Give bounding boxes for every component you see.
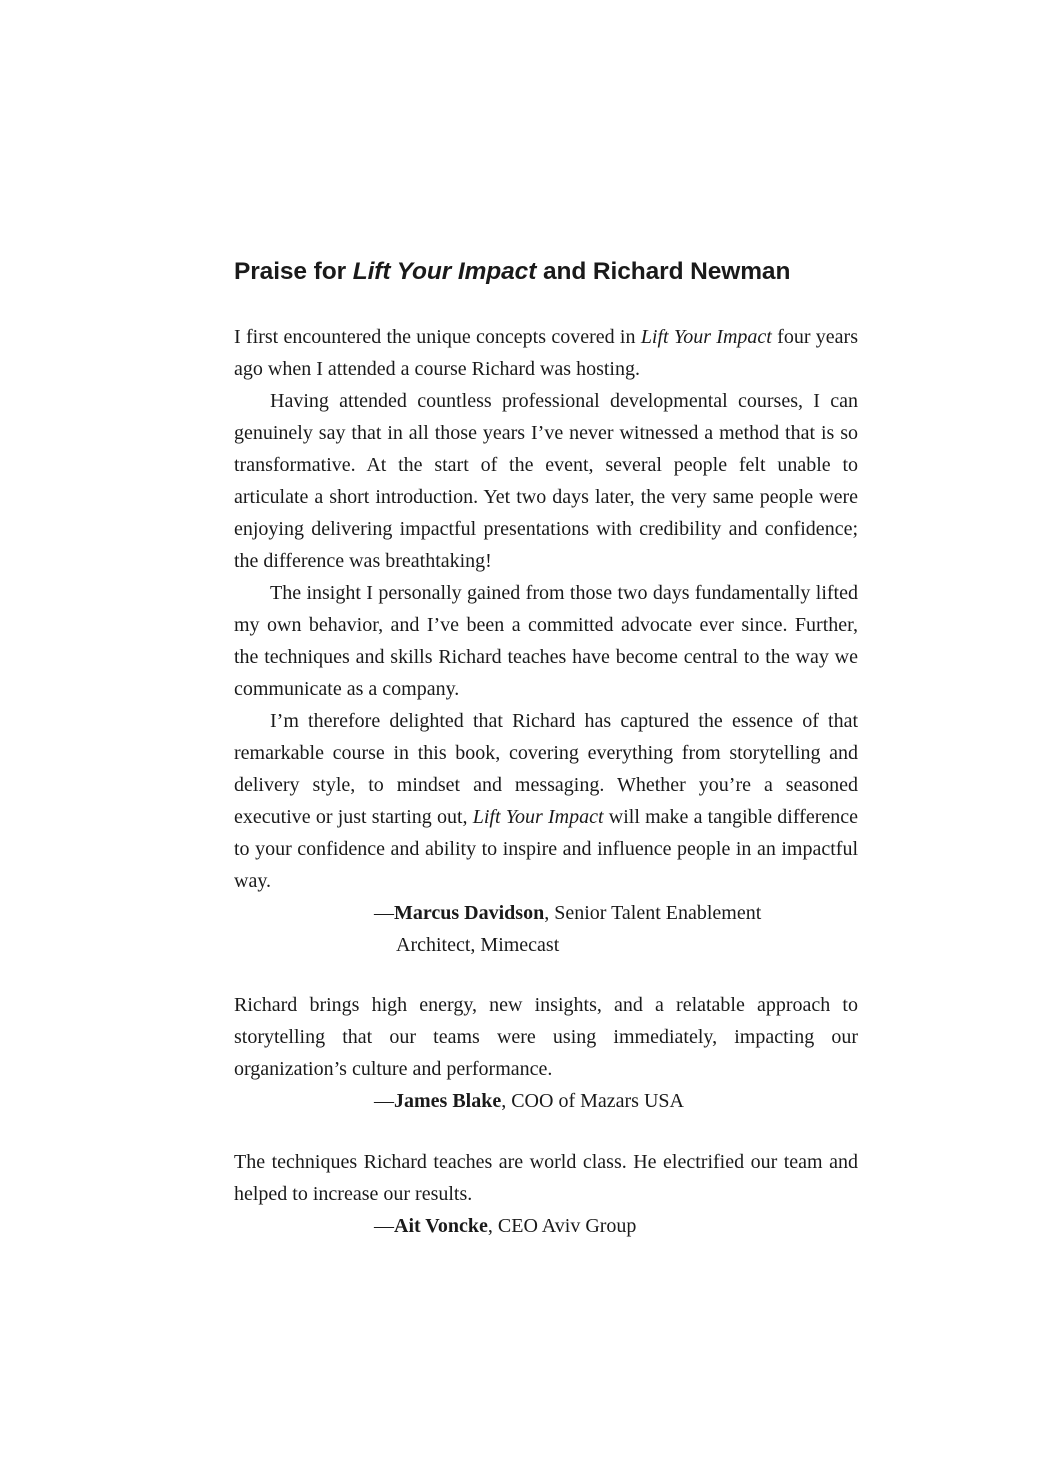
testimonial-paragraph: I first encountered the unique concepts covered in Lift Your Impact four years ago when I attended a course Richard was hosting. [234,326,858,380]
testimonial-2-attribution: —James Blake, COO of Mazars USA [374,1090,684,1112]
page-title [234,252,874,292]
author-name: James Blake [394,1090,502,1112]
testimonial-2-body [234,989,858,1085]
testimonial-paragraph: Having attended countless professional developmental courses, I can genuinely say that in all those years I’ve never witnessed a method that is so transformative. At the start of the event, several people felt unable to articulate a short introduction. Yet two days later, the very same people were enjoying delivering impactful presentations with credibility and confidence; the difference was breathtaking! [234,390,858,572]
author-role: , CEO Aviv Group [487,1215,637,1237]
title-suffix: and Richard Newman [536,258,791,285]
book-title-inline: Lift Your Impact [472,806,604,828]
testimonial-paragraph: I’m therefore delighted that Richard has captured the essence of that remarkable course in this book, covering everything from storytelling and delivery style, to mindset and messaging. Whether you’re a seasoned executive or just starting out, Lift Your Impact will make a tangible difference to your confidence and ability to inspire and influence people in an impactful way. [234,710,858,892]
author-role: , COO of Mazars USA [501,1090,684,1112]
author-name: Ait Voncke [394,1215,488,1237]
title-book-name: Lift Your Impact [352,258,537,285]
testimonial-3-body [234,1146,858,1210]
testimonial-1-attribution: —Marcus Davidson, Senior Talent Enablement Architect, Mimecast [374,902,762,956]
testimonial-paragraph: The insight I personally gained from those two days fundamentally lifted my own behavior, and I’ve been a committed advocate ever since. Further, the techniques and skills Richard teaches have become central to the way we communicate as a company. [234,582,858,700]
author-role: , Senior Talent Enablement Architect, Mimecast [396,902,762,956]
title-prefix: Praise for [234,258,353,285]
testimonial-3-attribution: —Ait Voncke, CEO Aviv Group [374,1215,637,1237]
author-name: Marcus Davidson [394,902,545,924]
testimonial-1-body [234,321,858,897]
book-title-inline: Lift Your Impact [640,326,772,348]
testimonial-paragraph: The techniques Richard teaches are world class. He electrified our team and helped to increase our results. [234,1151,858,1205]
testimonial-paragraph: Richard brings high energy, new insights, and a relatable approach to storytelling that our teams were using immediately, impacting our organization’s culture and performance. [234,994,858,1080]
